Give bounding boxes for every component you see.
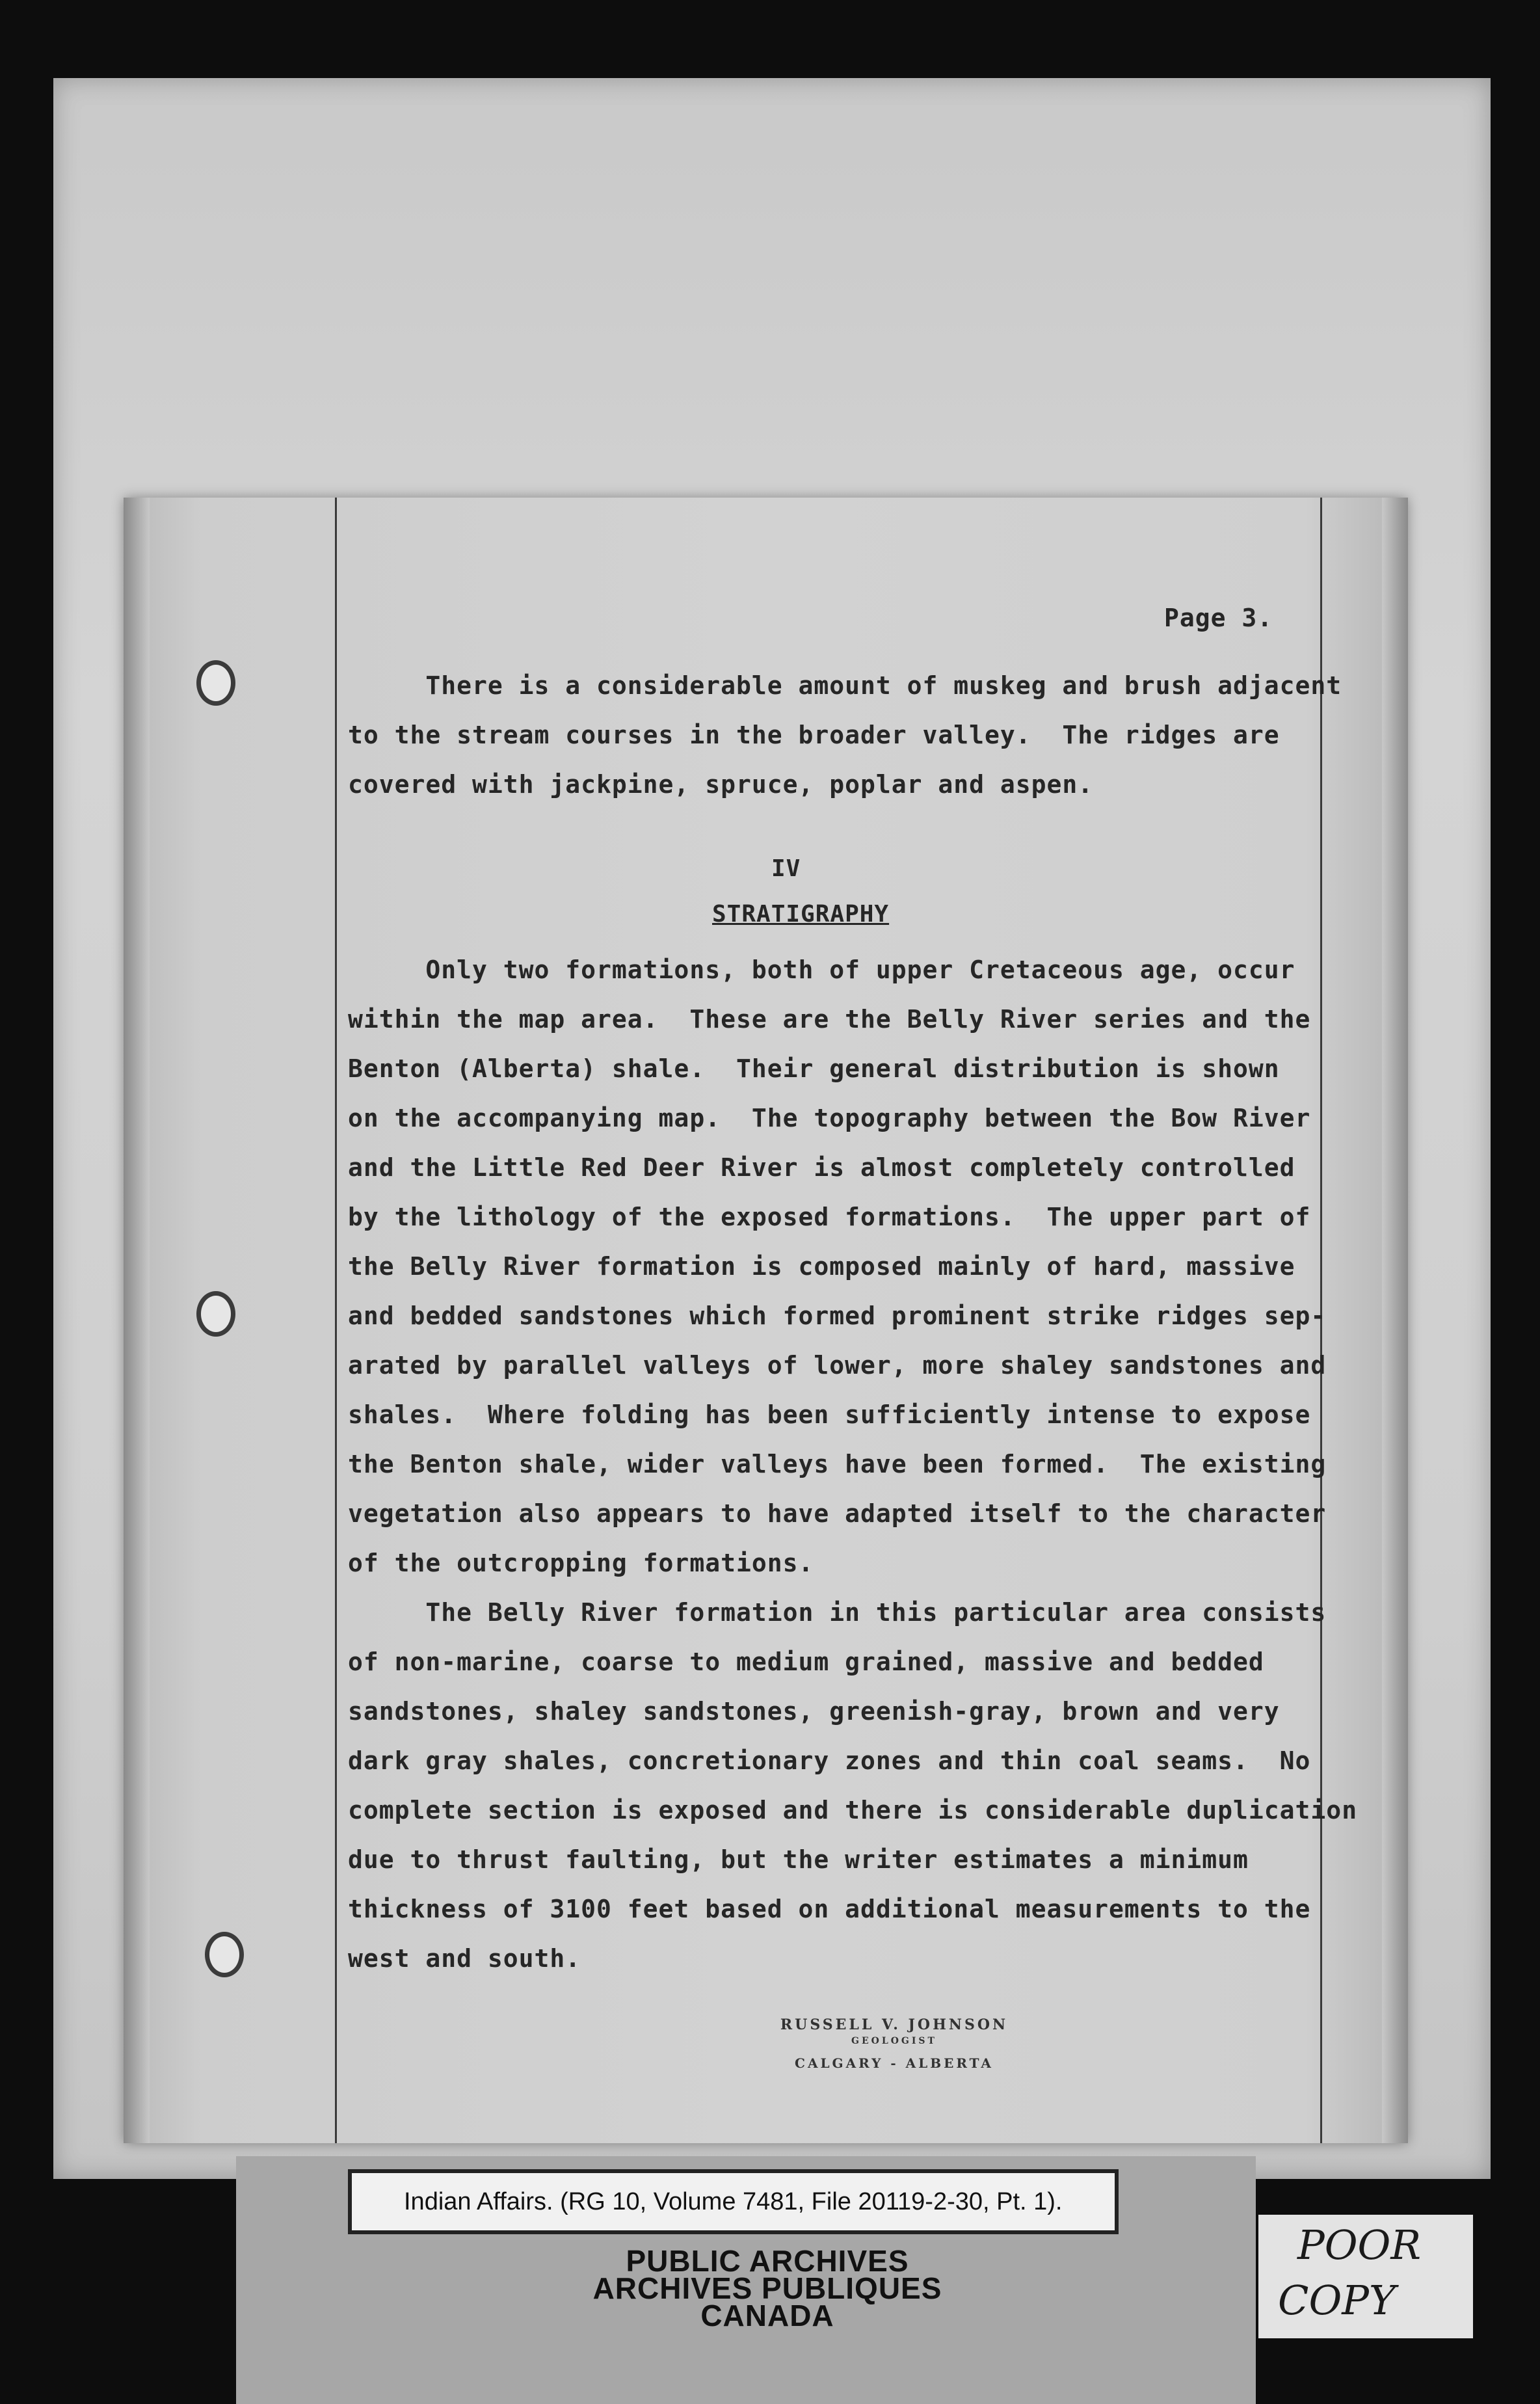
text-line: the Belly River formation is composed mainly of hard, massive — [348, 1252, 1295, 1281]
page-edge-right — [1382, 498, 1408, 2143]
text-line: covered with jackpine, spruce, poplar and aspen. — [348, 770, 1094, 799]
text-line: of the outcropping formations. — [348, 1549, 814, 1577]
binder-hole-icon — [205, 1932, 244, 1977]
text-line: sandstones, shaley sandstones, greenish-gray, brown and very — [348, 1697, 1280, 1726]
page-edge-left — [124, 498, 150, 2143]
text-line: thickness of 3100 feet based on additional measurements to the — [348, 1895, 1311, 1923]
text-line: Only two formations, both of upper Cretaceous age, occur — [348, 955, 1295, 984]
text-line: of non-marine, coarse to medium grained, massive and bedded — [348, 1648, 1264, 1676]
poor-copy-note-line: COPY — [1278, 2277, 1396, 2324]
text-line: by the lithology of the exposed formations. The upper part of — [348, 1203, 1311, 1231]
typed-page — [124, 498, 1408, 2143]
archive-stamp-line: ARCHIVES PUBLIQUES — [592, 2271, 942, 2305]
poor-copy-note — [1258, 2215, 1473, 2338]
poor-copy-note-line: POOR — [1297, 2221, 1422, 2269]
text-line: shales. Where folding has been sufficiently intense to expose — [348, 1400, 1311, 1429]
text-line: within the map area. These are the Belly River series and the — [348, 1005, 1311, 1034]
section-heading: STRATIGRAPHY — [712, 901, 890, 928]
letterhead-place: CALGARY - ALBERTA — [795, 2055, 994, 2071]
letterhead-name: RUSSELL V. JOHNSON — [780, 2016, 1009, 2033]
text-line: on the accompanying map. The topography between the Bow River — [348, 1104, 1311, 1132]
text-line: There is a considerable amount of muskeg and brush adjacent — [348, 671, 1342, 700]
text-line: due to thrust faulting, but the writer estimates a minimum — [348, 1845, 1249, 1874]
archive-reference-label: Indian Affairs. (RG 10, Volume 7481, File 20119-2-30, Pt. 1). — [348, 2169, 1119, 2234]
text-line: the Benton shale, wider valleys have been formed. The existing — [348, 1450, 1327, 1478]
text-line: complete section is exposed and there is considerable duplication — [348, 1796, 1358, 1824]
archive-stamp-line: CANADA — [700, 2299, 834, 2332]
left-margin-rule — [335, 498, 337, 2143]
archive-stamp-line: PUBLIC ARCHIVES — [626, 2244, 909, 2278]
text-line: Benton (Alberta) shale. Their general distribution is shown — [348, 1054, 1280, 1083]
page-number: Page 3. — [1164, 604, 1273, 632]
text-line: and bedded sandstones which formed prominent strike ridges sep- — [348, 1302, 1327, 1330]
text-line: west and south. — [348, 1944, 581, 1973]
text-line: dark gray shales, concretionary zones and thin coal seams. No — [348, 1746, 1311, 1775]
text-line: arated by parallel valleys of lower, more shaley sandstones and — [348, 1351, 1327, 1380]
section-numeral: IV — [771, 855, 801, 882]
text-line: and the Little Red Deer River is almost completely controlled — [348, 1153, 1295, 1182]
binder-hole-icon — [196, 1291, 235, 1337]
archive-stamp — [507, 2244, 1028, 2332]
letterhead-title: GEOLOGIST — [851, 2036, 937, 2046]
text-line: to the stream courses in the broader valley. The ridges are — [348, 721, 1280, 749]
text-line: vegetation also appears to have adapted itself to the character — [348, 1499, 1327, 1528]
text-line: The Belly River formation in this particular area consists — [348, 1598, 1327, 1627]
binder-hole-icon — [196, 660, 235, 706]
